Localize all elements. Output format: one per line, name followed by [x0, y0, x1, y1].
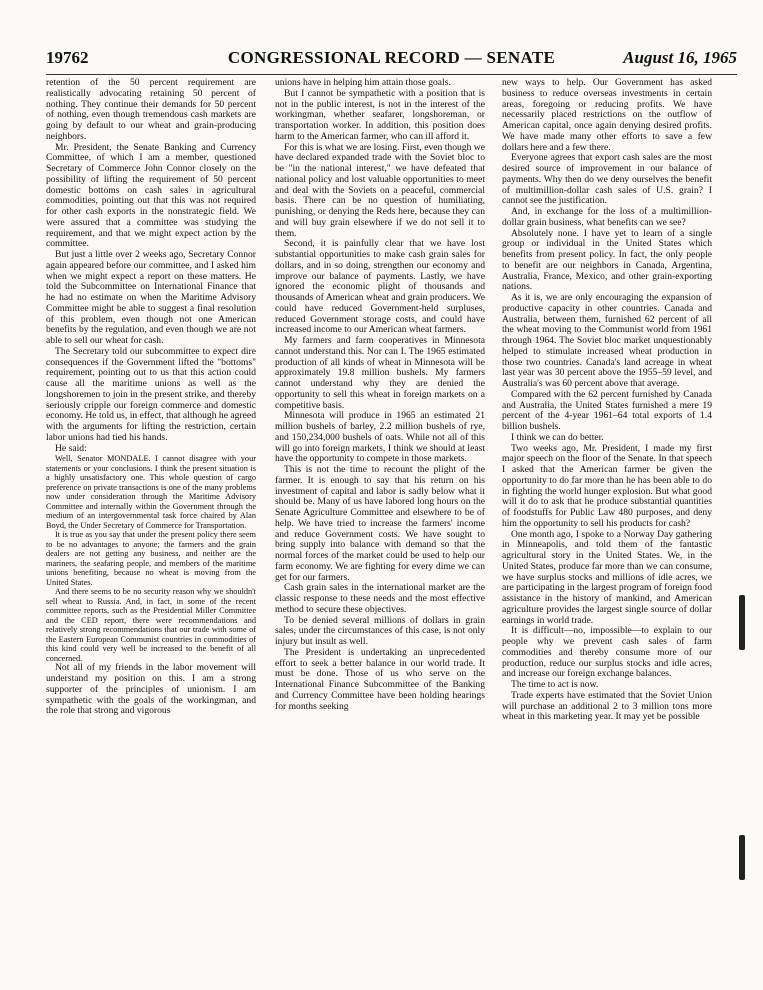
paragraph: This is not the time to recount the plight of the farmer. It is enough to say that his return on his investment of capital and labor is sadly below what it should be. Many of us have labored long hours on the Senate Agriculture Committee and elsewhere to be of help. We have tried to increase the farmers' income and reduce Government costs. We have sought to bring supply into balance with demand so that the normal forces of the market could be used to help our farm economy. We are fighting for every dime we can get for our farmers. — [275, 464, 485, 583]
paragraph: My farmers and farm cooperatives in Minnesota cannot understand this. Nor can I. The 1965 estimated production of all kinds of wheat in Minnesota will be approximately 19.8 million bushels. My farmers cannot understand why they are denied the opportunity to sell this wheat in foreign markets on a competitive basis. — [275, 335, 485, 411]
paragraph: new ways to help. Our Government has asked business to reduce overseas investments in certain areas, foregoing or reducing profits. We have necessarily placed restrictions on the outflow of American capital, once again denying desired profits. We have made many other efforts to save a few dollars here and a few there. — [502, 78, 712, 153]
header-rule — [46, 74, 737, 75]
paragraph: And, in exchange for the loss of a multimillion-dollar grain business, what benefits can we see? — [502, 206, 712, 228]
quoted-paragraph: And there seems to be no security reason why we shouldn't sell wheat to Russia. And, in fact, in some of the recent committee reports, such as the Presidential Miller Committee and the CED report, there were recommendations and relatively strong recommendations that our trade with some of the Eastern European Communist countries in commodities of this kind could very well be increased to the benefit of all concerned. — [46, 587, 256, 663]
paragraph: retention of the 50 percent requirement are realistically advocating retaining 50 percent of nothing. They continue their demands for 50 percent of nothing, even though tremendous cash markets are going by default to our wheat and grain-producing neighbors. — [46, 78, 256, 142]
paragraph: For this is what we are losing. First, even though we have declared expanded trade with the Soviet bloc to be "in the national interest," we have defeated that national policy and lost valuable opportunities to meet and deal with the Soviets on a peaceful, commercial basis. There can be no question of humiliating, punishing, or denying the Reds here, because they can and will buy grain elsewhere if we do not sell it to them. — [275, 141, 485, 239]
text-column-2 — [275, 78, 485, 973]
page-number: 19762 — [46, 48, 89, 67]
paragraph: One month ago, I spoke to a Norway Day gathering in Minneapolis, and told them of the fantastic agricultural story in the United States. We, in the United States, produce far more than we can consume, we have surplus stocks and millions of idle acres, we are participating in the largest program of foreign food assistance in the history of mankind, and American agriculture provides the largest single source of dollar earnings in world trade. — [502, 528, 712, 626]
paragraph: Everyone agrees that export cash sales are the most desired source of improvement in our balance of payments. Why then do we deny ourselves the benefit of multimillion-dollar cash sales of U.S. grain? I cannot see the justification. — [502, 152, 712, 207]
paragraph: As it is, we are only encouraging the expansion of productive capacity in other countries. Canada and Australia, between them, furnished 62 percent of all the wheat moving to the Communist world from 1961 through 1964. The Soviet bloc market unquestionably helped to stimulate increased wheat production in those two countries. Canada's land acreage in wheat last year was 30 percent above the 1955–59 level, and Australia's was 60 percent above that average. — [502, 292, 712, 389]
paragraph: But I cannot be sympathetic with a position that is not in the public interest, is not in the interest of the workingman, whether seafarer, longshoreman, or transportation worker. In addition, this position does harm to the American farmer, who can ill afford it. — [275, 87, 485, 142]
paragraph: Minnesota will produce in 1965 an estimated 21 million bushels of barley, 2.2 million bushels of rye, and 150,234,000 bushels of oats. While not all of this will go into foreign markets, I think we should at least have the opportunity to compete in those markets. — [275, 410, 485, 465]
paragraph: It is difficult—no, impossible—to explain to our people why we prevent cash sales of farm commodities and thereby consume more of our production, reduce our surplus stocks and idle acres, and increase our foreign exchange balances. — [502, 625, 712, 680]
paragraph: Second, it is painfully clear that we have lost substantial opportunities to make cash grain sales for dollars, and in so doing, strengthen our economy and improve our balance of payments. Lastly, we have ignored the economic plight of thousands and thousands of American wheat and grain producers. We could have reduced Government-held surpluses, reduced Government storage costs, and could have increased income to our American wheat farmers. — [275, 238, 485, 336]
text-column-3 — [502, 78, 712, 973]
text-column-1 — [46, 78, 256, 973]
quoted-paragraph: Well, Senator MONDALE. I cannot disagree with your statements or your conclusions. I think the present situation is a highly unsatisfactory one. This whole question of cargo preference on private transactions is one of the many problems now under consideration through the Maritime Advisory Committee and internally within the Government through the medium of an intergovernmental task force chaired by Alan Boyd, the Under Secretary of Commerce for Transportation. — [46, 454, 256, 530]
paragraph: Two weeks ago, Mr. President, I made my first major speech on the floor of the Senate. In that speech I asked that the American farmer be given the opportunity to do far more than he has been able to do in fighting the world hunger explosion. But what good will it do to ask that he produce substantial quantities of foodstuffs for Public Law 480 purposes, and deny him the opportunity to sell his products for cash? — [502, 442, 712, 529]
paragraph: Mr. President, the Senate Banking and Currency Committee, of which I am a member, questioned Secretary of Commerce John Connor closely on the possibility of lifting the requirement of 50 percent domestic bottoms on cash sales in agricultural commodities, pointing out that this was not required for other cash exports in the nonstrategic field. We were assured that a committee was studying the requirement, and that we might expect action by the committee. — [46, 141, 256, 250]
page-header — [46, 48, 737, 74]
paragraph: The Secretary told our subcommittee to expect dire consequences if the Government lifted the "bottoms" requirement, pointing out to us that this action could cause all the maritime unions as well as the longshoremen to join in the present strike, and thereby seriously cripple our foreign commerce and domestic economy. He told us, in effect, that although he agreed with the arguments for lifting the restriction, certain labor unions had tied his hands. — [46, 345, 256, 443]
paragraph: To be denied several millions of dollars in grain sales, under the circumstances of this case, is not only injury but insult as well. — [275, 614, 485, 647]
paragraph: Cash grain sales in the international market are the classic response to these needs and the most effective method to secure these objectives. — [275, 582, 485, 615]
paragraph: Compared with the 62 percent furnished by Canada and Australia, the United States furnished a mere 19 percent of the 4-year 1961–64 total exports of 1.4 billion bushels. — [502, 388, 712, 432]
paragraph: The President is undertaking an unprecedented effort to seek a better balance in our world trade. It must be done. Those of us who serve on the International Finance Subcommittee of the Banking and Currency Committee have been holding hearings for months seeking — [275, 646, 485, 712]
paragraph: Trade experts have estimated that the Soviet Union will purchase an additional 2 to 3 million tons more wheat in this marketing year. It may yet be possible — [502, 689, 712, 723]
publication-title: CONGRESSIONAL RECORD — SENATE — [227, 48, 556, 67]
issue-date: August 16, 1965 — [623, 48, 737, 67]
paragraph: The time to act is now. — [511, 679, 599, 690]
scan-edge-mark — [739, 835, 745, 880]
paragraph: But just a little over 2 weeks ago, Secretary Connor again appeared before our committee, and I asked him when we might expect a report on these matters. He told the Subcommittee on International Finance that he had no estimate on when the Maritime Advisory Committee might be able to suggest a final resolution of this problem, even though not one American benefits by the regulation, and even though we are not able to sell our wheat for cash. — [46, 249, 256, 346]
paragraph: Absolutely none. I have yet to learn of a single group or individual in the United States which benefits from present policy. In fact, the only people to benefit are our neighbors in Canada, Argentina, Australia, France, Mexico, and other grain-exporting nations. — [502, 227, 712, 293]
paragraph: unions have in helping him attain those goals. — [275, 78, 451, 88]
scan-edge-mark — [739, 595, 745, 650]
quoted-paragraph: It is true as you say that under the present policy there seem to be no advantages to anyone; the farmers and the grain dealers are not getting any business, and neither are the mariners, the seafaring people, and members of the maritime unions benefiting, because no wheat is moving from the United States. — [46, 530, 256, 587]
paragraph: Not all of my friends in the labor movement will understand my position on this. I am a strong supporter of the principles of unionism. I am sympathetic with the goals of the workingman, and the role that strong and vigorous — [46, 662, 256, 717]
paragraph: He said: — [55, 442, 87, 454]
paragraph: I think we can do better. — [511, 431, 604, 443]
